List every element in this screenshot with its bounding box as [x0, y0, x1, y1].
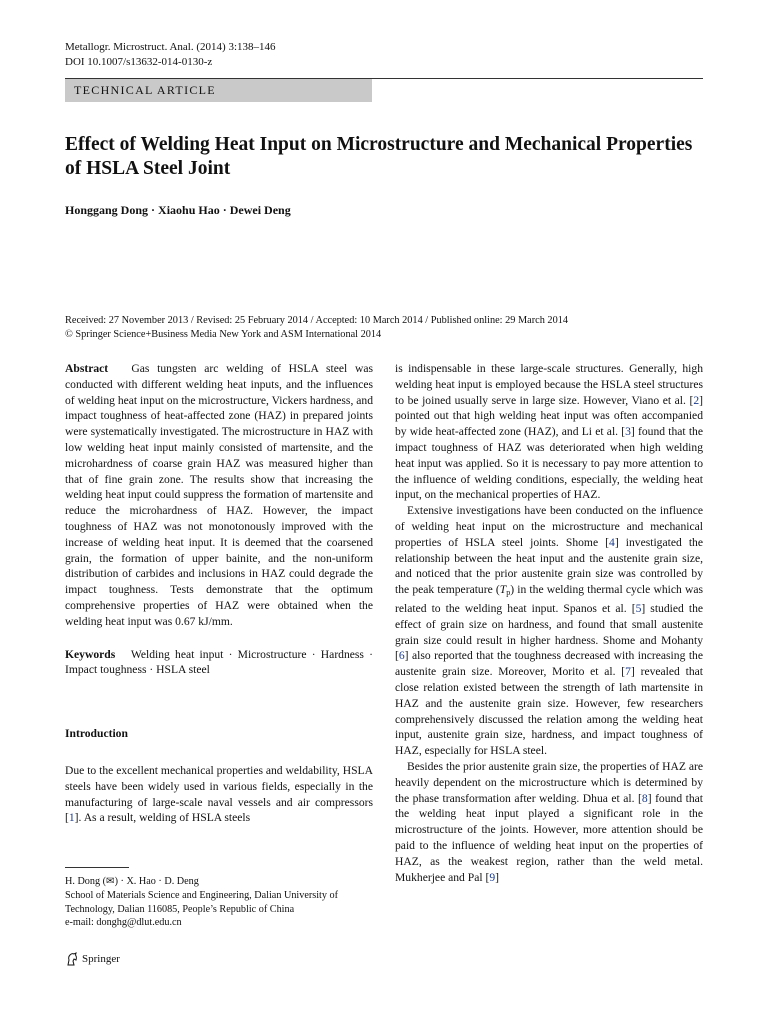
- ref-link-8[interactable]: 8: [641, 791, 648, 805]
- publication-history: [65, 314, 705, 342]
- intro-text: ] revealed that close relation existed between the strength of lath martensite in HAZ and the austenite grain size. However, few researchers comprehensively discussed the relation among the welding heat input, austenite grain size, hardness, and impact toughness of HAZ, especially for HSLA steel.: [395, 665, 703, 758]
- ref-link-3[interactable]: 3: [625, 425, 631, 439]
- author-footnote: [65, 875, 385, 930]
- abstract: [65, 361, 373, 630]
- dates-line: Received: 27 November 2013 / Revised: 25 February 2014 / Accepted: 10 March 2014 / Published online: 29 March 2014: [65, 315, 569, 326]
- doi: DOI 10.1007/s13632-014-0130-z: [65, 56, 213, 68]
- intro-paragraph-3: [395, 759, 703, 885]
- ref-link-1[interactable]: 1: [68, 811, 75, 825]
- peak-temperature-subscript: p: [506, 588, 511, 598]
- ref-link-5[interactable]: 5: [635, 601, 642, 615]
- intro-text: ] pointed out that high welding heat input was often accompanied by wide heat-affected zone (HAZ), and Li et al. [: [395, 393, 703, 439]
- intro-text: ]. As a result, welding of HSLA steels: [74, 811, 251, 825]
- keywords-label: Keywords: [65, 647, 116, 661]
- intro-paragraph-1-cont: [395, 361, 703, 503]
- intro-text: ] found that the impact toughness of HAZ was deteriorated when high welding heat input was applied. So it is necessary to pay more attention to the influence of welding conditions, especially, the welding heat input, on the mechanical properties of HAZ.: [395, 425, 703, 502]
- intro-paragraph-2: [395, 503, 703, 759]
- abstract-text: Gas tungsten arc welding of HSLA steel was conducted with different welding heat inputs, and the influences of welding heat input on the microstructure, Vickers hardness, and impact toughness of heat-affected zone (HAZ) in prepared joints were systematically investigated. The microstructure in HAZ with low welding heat input mainly consisted of martensite, and the microhardness of coarse grain HAZ was measured higher than that of fine grain zone. The results show that increasing the welding heat input could suppress the formation of martensite and reduce the microhardness of HAZ. However, the impact toughness of HAZ was not monotonously improved with the increase of welding heat input. It is deemed that the coarsened grain, the formation of upper bainite, and the non-uniform distribution of carbides and inclusions in HAZ could degrade the impact toughness. Tests demonstrate that the optimum comprehensive properties of HAZ were obtained when the welding heat input was 0.67 kJ/mm.: [65, 362, 373, 628]
- right-column: [395, 361, 703, 885]
- ref-link-4[interactable]: 4: [609, 535, 615, 549]
- ref-link-7[interactable]: 7: [625, 665, 631, 679]
- intro-text: ] also reported that the toughness decreased with increasing the austenite grain size. Moreover, Morito et al. [: [395, 649, 703, 679]
- ref-link-9[interactable]: 9: [489, 870, 496, 884]
- intro-text: ] studied the effect of grain size on hardness, and found that small austenite grain size could result in higher hardness. Shome and Mohanty [: [395, 601, 704, 663]
- journal-header: [65, 40, 276, 70]
- intro-text: Extensive investigations have been conducted on the influence of welding heat input on the microstructure and mechanical properties of HSLA steel joints. Shome [: [395, 504, 703, 549]
- intro-paragraph-1-start: [65, 763, 373, 826]
- authors: Honggang Dong · Xiaohu Hao · Dewei Deng: [65, 203, 291, 217]
- journal-citation: Metallogr. Microstruct. Anal. (2014) 3:138–146: [65, 41, 276, 53]
- publisher-mark: [65, 952, 120, 966]
- section-heading-introduction: Introduction: [65, 727, 128, 741]
- intro-text: ]: [495, 870, 500, 884]
- footnote-names: H. Dong (✉) · X. Hao · D. Deng: [65, 876, 199, 887]
- left-column: [65, 361, 373, 826]
- article-title: Effect of Welding Heat Input on Microstructure and Mechanical Properties of HSLA Steel Joint: [65, 134, 693, 179]
- publisher-name: Springer: [82, 953, 120, 965]
- ref-link-2[interactable]: 2: [693, 393, 700, 407]
- footnote-rule: [65, 867, 129, 868]
- springer-horse-icon: [65, 952, 79, 966]
- footnote-affiliation: School of Materials Science and Engineering, Dalian University of Technology, Dalian 116085, People’s Republic of China: [65, 889, 339, 915]
- intro-text: Due to the excellent mechanical properties and weldability, HSLA steels have been widely used in various fields, especially in the manufacturing of large-scale naval vessels and air compressors [: [65, 763, 373, 825]
- abstract-label: Abstract: [65, 362, 109, 375]
- peak-temperature-symbol: T: [499, 583, 507, 597]
- intro-text: ] investigated the relationship between the heat input and the austenite grain size, and noticed that the prior austenite grain size was controlled by the peak temperature (: [395, 535, 704, 597]
- footnote-email[interactable]: e-mail: donghg@dlut.edu.cn: [65, 917, 182, 929]
- keywords: [65, 647, 373, 679]
- ref-link-6[interactable]: 6: [398, 649, 405, 663]
- intro-text: ) in the welding thermal cycle which was related to the welding heat input. Spanos et al. [: [395, 583, 703, 615]
- keywords-text: Welding heat input · Microstructure · Hardness · Impact toughness · HSLA steel: [65, 647, 374, 677]
- copyright-line: © Springer Science+Business Media New York and ASM International 2014: [65, 329, 382, 340]
- intro-text: is indispensable in these large-scale structures. Generally, high welding heat input is employed because the HSLA steel structures to be joined usually serve in large size. However, Viano et al. [: [395, 362, 703, 407]
- article-type-banner: TECHNICAL ARTICLE: [65, 79, 372, 102]
- intro-text: Besides the prior austenite grain size, the properties of HAZ are heavily dependent on the microstructure which is determined by the phase transformation after welding. Dhua et al. [: [395, 759, 703, 805]
- intro-text: ] found that the welding heat input played a significant role in the microstructure of the joints. However, more attention should be paid to the influence of welding heat input on the properties of HAZ, as the weakest region, rather than the weld metal. Mukherjee and Pal [: [395, 791, 703, 884]
